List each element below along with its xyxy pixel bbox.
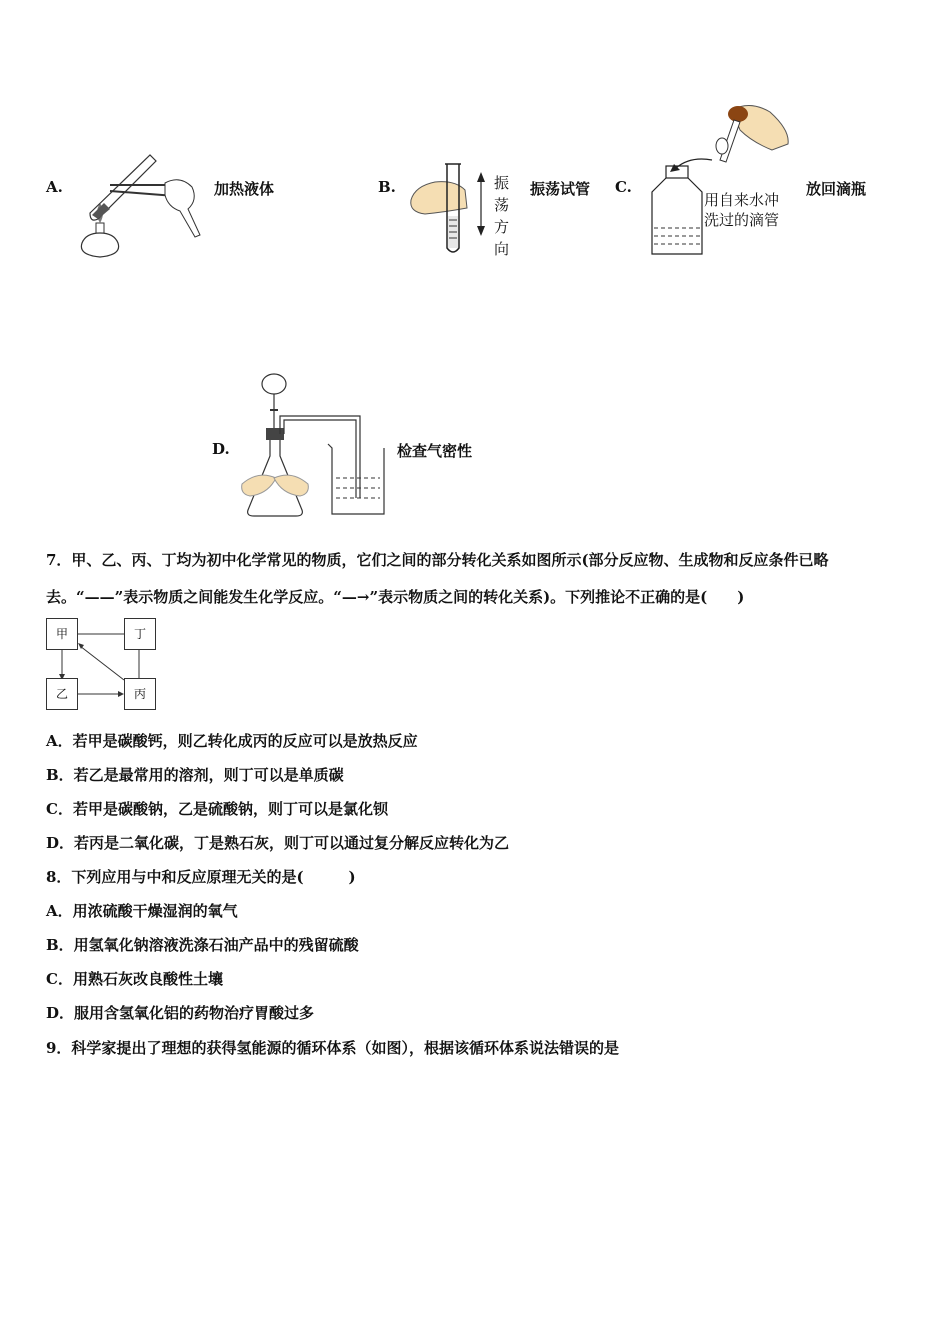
q8-option-b: B．用氢氧化钠溶液洗涤石油产品中的残留硫酸 <box>46 936 359 954</box>
option-c-letter: C. <box>615 178 632 196</box>
annotation-line: 洗过的滴管 <box>704 211 780 229</box>
shaking-test-tube-illustration <box>405 160 495 260</box>
annotation-char: 振 <box>494 174 510 192</box>
q9-stem: 9．科学家提出了理想的获得氢能源的循环体系（如图），根据该循环体系说法错误的是 <box>46 1039 619 1057</box>
node-jia: 甲 <box>46 618 78 650</box>
option-c-caption: 放回滴瓶 <box>806 180 867 198</box>
q7-relation-diagram <box>46 618 158 710</box>
dropper-annotation <box>704 190 779 230</box>
annotation-char: 向 <box>494 240 510 258</box>
airtightness-check-illustration <box>238 372 388 522</box>
q8-option-a: A．用浓硫酸干燥湿润的氧气 <box>46 902 238 920</box>
option-a-letter: A. <box>46 178 63 196</box>
option-d-caption: 检查气密性 <box>397 442 473 460</box>
shake-direction-annotation <box>494 172 512 260</box>
q8-option-d: D．服用含氢氧化铝的药物治疗胃酸过多 <box>46 1004 315 1022</box>
node-ding: 丁 <box>124 618 156 650</box>
q7-option-a: A．若甲是碳酸钙，则乙转化成丙的反应可以是放热反应 <box>46 732 418 750</box>
option-a-caption: 加热液体 <box>214 180 275 198</box>
annotation-char: 荡 <box>494 196 510 214</box>
node-bing: 丙 <box>124 678 156 710</box>
q8-stem: 8．下列应用与中和反应原理无关的是( ) <box>46 868 356 886</box>
annotation-line: 用自来水冲 <box>704 191 780 209</box>
option-b-letter: B. <box>378 178 396 196</box>
node-yi: 乙 <box>46 678 78 710</box>
q7-stem-line2: 去。“——”表示物质之间能发生化学反应。“—→”表示物质之间的转化关系)。下列推论不正确的是( ) <box>46 588 745 606</box>
q7-option-b: B．若乙是最常用的溶剂，则丁可以是单质碳 <box>46 766 344 784</box>
option-d-letter: D. <box>212 440 230 458</box>
heating-liquid-illustration <box>70 145 210 260</box>
q7-option-d: D．若丙是二氧化碳，丁是熟石灰，则丁可以通过复分解反应转化为乙 <box>46 834 510 852</box>
option-b-caption: 振荡试管 <box>530 180 591 198</box>
annotation-char: 方 <box>494 218 510 236</box>
q8-option-c: C．用熟石灰改良酸性土壤 <box>46 970 223 988</box>
q7-option-c: C．若甲是碳酸钠，乙是硫酸钠，则丁可以是氯化钡 <box>46 800 388 818</box>
dropper-bottle-illustration <box>640 100 800 260</box>
q7-stem-line1: 7．甲、乙、丙、丁均为初中化学常见的物质，它们之间的部分转化关系如图所示(部分反应物、生成物和反应条件已略 <box>46 551 829 569</box>
